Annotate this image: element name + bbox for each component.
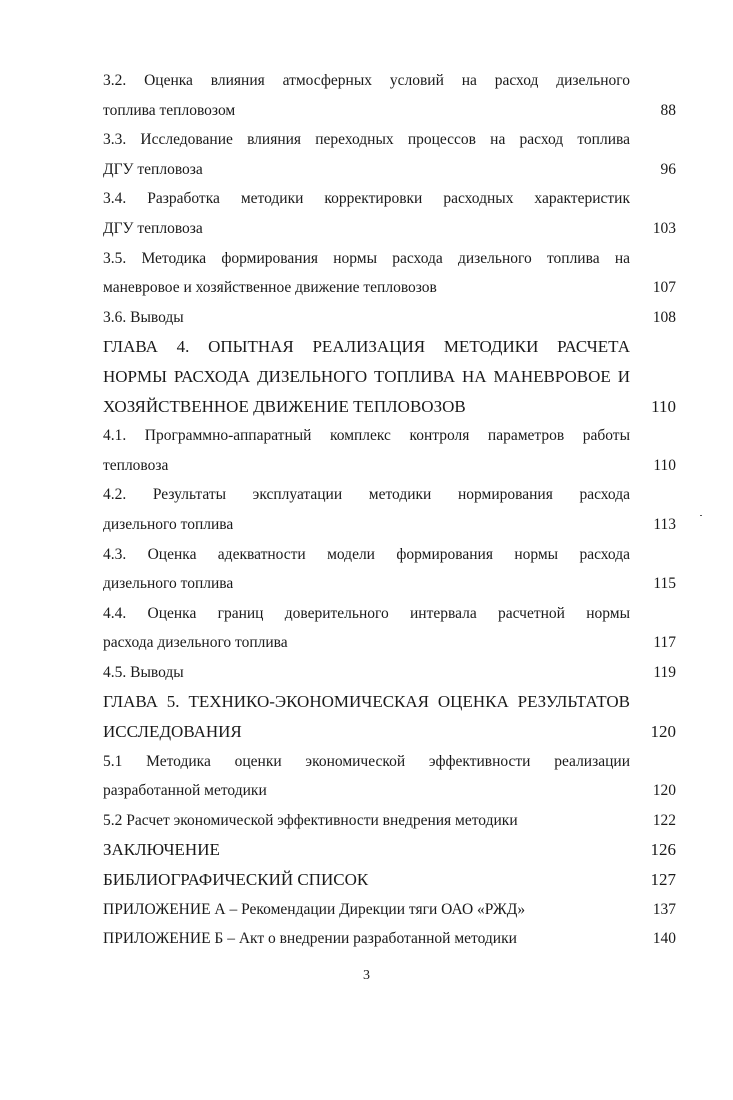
toc-entry-line: топлива тепловозом — [103, 101, 236, 119]
toc-entry-4-4 — [103, 599, 676, 658]
toc-entry-5-2 — [103, 806, 676, 836]
toc-entry-line: ИССЛЕДОВАНИЯ — [103, 722, 242, 742]
toc-entry-line: 3.5. Методика формирования нормы расхода дизельного топлива на — [103, 249, 630, 267]
toc-page-number: 126 — [650, 840, 676, 860]
toc-entry-line: маневровое и хозяйственное движение тепловозов — [103, 279, 437, 297]
toc-page-number: 110 — [651, 396, 676, 416]
toc-page-number: 110 — [653, 456, 676, 474]
toc-page-number: 127 — [650, 870, 676, 890]
toc-entry-line: 4.2. Результаты эксплуатации методики нормирования расхода — [103, 486, 630, 504]
toc-entry-4-1 — [103, 421, 676, 480]
toc-entry-3-4 — [103, 184, 676, 243]
toc-entry-line: 4.4. Оценка границ доверительного интервала расчетной нормы — [103, 604, 630, 622]
toc-entry-3-2 — [103, 66, 676, 125]
toc-page-number: 115 — [653, 575, 676, 593]
toc-entry-line: 4.5. Выводы — [103, 663, 184, 681]
toc-entry-line: 3.3. Исследование влияния переходных процессов на расход топлива — [103, 131, 630, 149]
toc-entry-4-5 — [103, 658, 676, 688]
table-of-contents — [103, 66, 676, 954]
toc-entry-line: ГЛАВА 4. ОПЫТНАЯ РЕАЛИЗАЦИЯ МЕТОДИКИ РАСЧЕТА — [103, 337, 630, 357]
toc-entry-line: ЗАКЛЮЧЕНИЕ — [103, 840, 220, 860]
toc-entry-conclusion — [103, 835, 676, 865]
toc-entry-line: дизельного топлива — [103, 575, 234, 593]
toc-entry-line: 3.2. Оценка влияния атмосферных условий на расход дизельного — [103, 72, 630, 89]
toc-entry-line: расхода дизельного топлива — [103, 634, 288, 652]
toc-entry-line: ДГУ тепловоза — [103, 219, 203, 237]
toc-page-number: 113 — [653, 515, 676, 533]
toc-entry-bibliography — [103, 865, 676, 895]
toc-page-number: 108 — [652, 308, 676, 326]
toc-page-number: 120 — [650, 722, 676, 742]
toc-entry-3-5 — [103, 244, 676, 303]
toc-entry-line: ДГУ тепловоза — [103, 160, 203, 178]
toc-entry-line: разработанной методики — [103, 782, 267, 800]
toc-entry-chapter-5 — [103, 687, 676, 746]
toc-entry-line: ПРИЛОЖЕНИЕ Б – Акт о внедрении разработанной методики — [103, 930, 517, 948]
toc-entry-line: 3.4. Разработка методики корректировки расходных характеристик — [103, 190, 630, 208]
toc-entry-line: 5.1 Методика оценки экономической эффективности реализации — [103, 752, 630, 770]
toc-page-number: 103 — [652, 219, 676, 237]
toc-entry-line: БИБЛИОГРАФИЧЕСКИЙ СПИСОК — [103, 870, 369, 890]
toc-page-number: 88 — [660, 101, 676, 119]
toc-entry-3-6 — [103, 303, 676, 333]
toc-entry-line: ГЛАВА 5. ТЕХНИКО-ЭКОНОМИЧЕСКАЯ ОЦЕНКА РЕЗУЛЬТАТОВ — [103, 692, 630, 712]
toc-page-number: 122 — [652, 811, 676, 829]
toc-page-number: 119 — [653, 663, 676, 681]
toc-entry-line: ПРИЛОЖЕНИЕ А – Рекомендации Дирекции тяги ОАО «РЖД» — [103, 900, 526, 918]
toc-entry-4-3 — [103, 540, 676, 599]
toc-page-number: 117 — [653, 634, 676, 652]
page-number: 3 — [363, 968, 370, 983]
scan-speck — [700, 515, 702, 516]
toc-entry-appendix-b — [103, 924, 676, 954]
toc-entry-line: дизельного топлива — [103, 515, 234, 533]
toc-page-number: 140 — [652, 930, 676, 948]
toc-entry-line: НОРМЫ РАСХОДА ДИЗЕЛЬНОГО ТОПЛИВА НА МАНЕВРОВОЕ И — [103, 366, 630, 386]
toc-entry-4-2 — [103, 480, 676, 539]
toc-entry-appendix-a — [103, 895, 676, 925]
toc-entry-line: тепловоза — [103, 456, 169, 474]
toc-page-number: 137 — [652, 900, 676, 918]
toc-entry-line: 3.6. Выводы — [103, 308, 184, 326]
toc-entry-line: 4.3. Оценка адекватности модели формирования нормы расхода — [103, 545, 630, 563]
toc-entry-chapter-4 — [103, 332, 676, 421]
toc-entry-line: ХОЗЯЙСТВЕННОЕ ДВИЖЕНИЕ ТЕПЛОВОЗОВ — [103, 396, 466, 416]
toc-page-number: 107 — [652, 279, 676, 297]
toc-page-number: 120 — [652, 782, 676, 800]
toc-entry-line: 5.2 Расчет экономической эффективности внедрения методики — [103, 811, 518, 829]
toc-entry-line: 4.1. Программно-аппаратный комплекс контроля параметров работы — [103, 427, 630, 445]
toc-entry-3-3 — [103, 125, 676, 184]
toc-page-number: 96 — [660, 160, 676, 178]
toc-entry-5-1 — [103, 747, 676, 806]
